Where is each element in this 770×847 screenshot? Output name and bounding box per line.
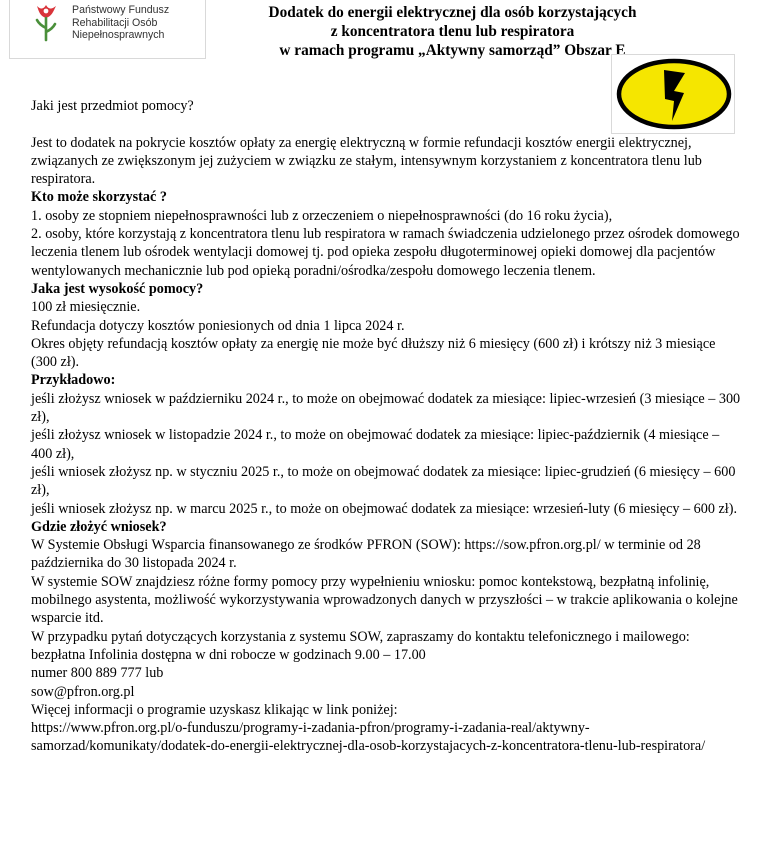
example-2: jeśli złożysz wniosek w listopadzie 2024 r., to może on obejmować dodatek za miesiące: lipiec-październik (4 miesiące – 400 zł), <box>31 427 720 462</box>
where-line-2: W systemie SOW znajdziesz różne formy pomocy przy wypełnieniu wniosku: pomoc kontekstową, bezpłatną infolinię, mobilnego asystenta, możliwość wykorzystywania wprowadzonych danych w przyszłości – w trakcie aplikowania o kolejne wsparcie itd. <box>31 573 738 627</box>
example-3: jeśli wniosek złożysz np. w styczniu 2025 r., to może on obejmować dodatek za miesiące: lipiec-grudzień (6 miesięcy – 600 zł), <box>31 463 736 499</box>
where-line-1: W Systemie Obsługi Wsparcia finansowanego ze środków PFRON (SOW): https://sow.pfron.org.pl/ w terminie od 28 października do 30 listopada 2024 r. <box>31 537 701 572</box>
where-line-3: W przypadku pytań dotyczących korzystania z systemu SOW, zapraszamy do kontaktu telefonicznego i mailowego: <box>31 628 690 645</box>
heading-amount: Jaka jest wysokość pomocy? <box>31 280 204 297</box>
title-line-3: w ramach programu „Aktywny samorząd” Obszar E <box>279 42 626 59</box>
logo-petal-dot <box>44 9 49 14</box>
pfron-logo <box>9 0 206 59</box>
spacer <box>31 115 743 133</box>
example-1: jeśli złożysz wniosek w październiku 2024 r., to może on obejmować dodatek za miesiące: lipiec-wrzesień (3 miesiące – 300 zł), <box>31 390 741 426</box>
title-line-1: Dodatek do energii elektrycznej dla osób korzystających <box>268 4 637 21</box>
example-4: jeśli wniosek złożysz np. w marcu 2025 r., to może on obejmować dodatek za miesiące: wrzesień-luty (6 miesięcy – 600 zł). <box>31 500 738 517</box>
amount-line-2: Refundacja dotyczy kosztów poniesionych od dnia 1 lipca 2024 r. <box>31 317 405 334</box>
logo-line-3: Niepełnosprawnych <box>72 29 165 41</box>
amount-line-3: Okres objęty refundacją kosztów opłaty za energię nie może być dłuższy niż 6 miesięcy (600 zł) i krótszy niż 3 miesiące (300 zł). <box>31 335 716 371</box>
title-line-2: z koncentratora tlenu lub respiratora <box>330 23 575 40</box>
heading-where: Gdzie złożyć wniosek? <box>31 518 167 535</box>
where-line-5: numer 800 889 777 lub <box>31 665 164 682</box>
document-body <box>31 97 743 756</box>
logo-line-2: Rehabilitacji Osób <box>72 16 158 29</box>
where-line-7: Więcej informacji o programie uzyskasz klikając w link poniżej: <box>31 701 398 718</box>
program-link: https://www.pfron.org.pl/o-funduszu/programy-i-zadania-pfron/programy-i-zadania-real/aktywny-samorzad/komunikaty/dodatek-do-energii-elektrycznej-dla-osob-korzystajacych-z-koncentratora-tlenu-lub-respiratora/ <box>31 720 706 755</box>
subject-paragraph: Jest to dodatek na pokrycie kosztów opłaty za energię elektryczną w formie refundacji kosztów energii elektrycznej, związanych ze zwiększonym jej zużyciem w związku ze stałym, intensywnym korzystaniem z koncentratora tlenu lub respiratora. <box>31 134 702 188</box>
logo-stem-green <box>37 18 55 40</box>
who-item-2: 2. osoby, które korzystają z koncentratora tlenu lub respiratora w ramach świadczenia udzielonego przez ośrodek domowego leczenia tlenem lub ośrodek wentylacji domowej tj. pod opieka zespołu długoterminowej opieki domowej dla pacjentów wentylowanych mechanicznie lub pod opieką poradni/ośrodka/zespołu domowego leczenia tlenem. <box>31 226 740 279</box>
where-line-4: bezpłatna Infolinia dostępna w dni robocze w godzinach 9.00 – 17.00 <box>31 646 426 663</box>
logo-text <box>72 4 169 42</box>
page-title <box>180 3 725 60</box>
pfron-logo-icon <box>30 2 64 42</box>
heading-examples: Przykładowo: <box>31 372 116 389</box>
where-line-6: sow@pfron.org.pl <box>31 683 135 700</box>
logo-line-1: Państwowy Fundusz <box>72 4 170 16</box>
who-item-1: 1. osoby ze stopniem niepełnosprawności lub z orzeczeniem o niepełnosprawności (do 16 roku życia), <box>31 207 613 224</box>
heading-who: Kto może skorzystać ? <box>31 189 167 206</box>
amount-line-1: 100 zł miesięcznie. <box>31 299 141 316</box>
question-subject: Jaki jest przedmiot pomocy? <box>31 98 194 114</box>
